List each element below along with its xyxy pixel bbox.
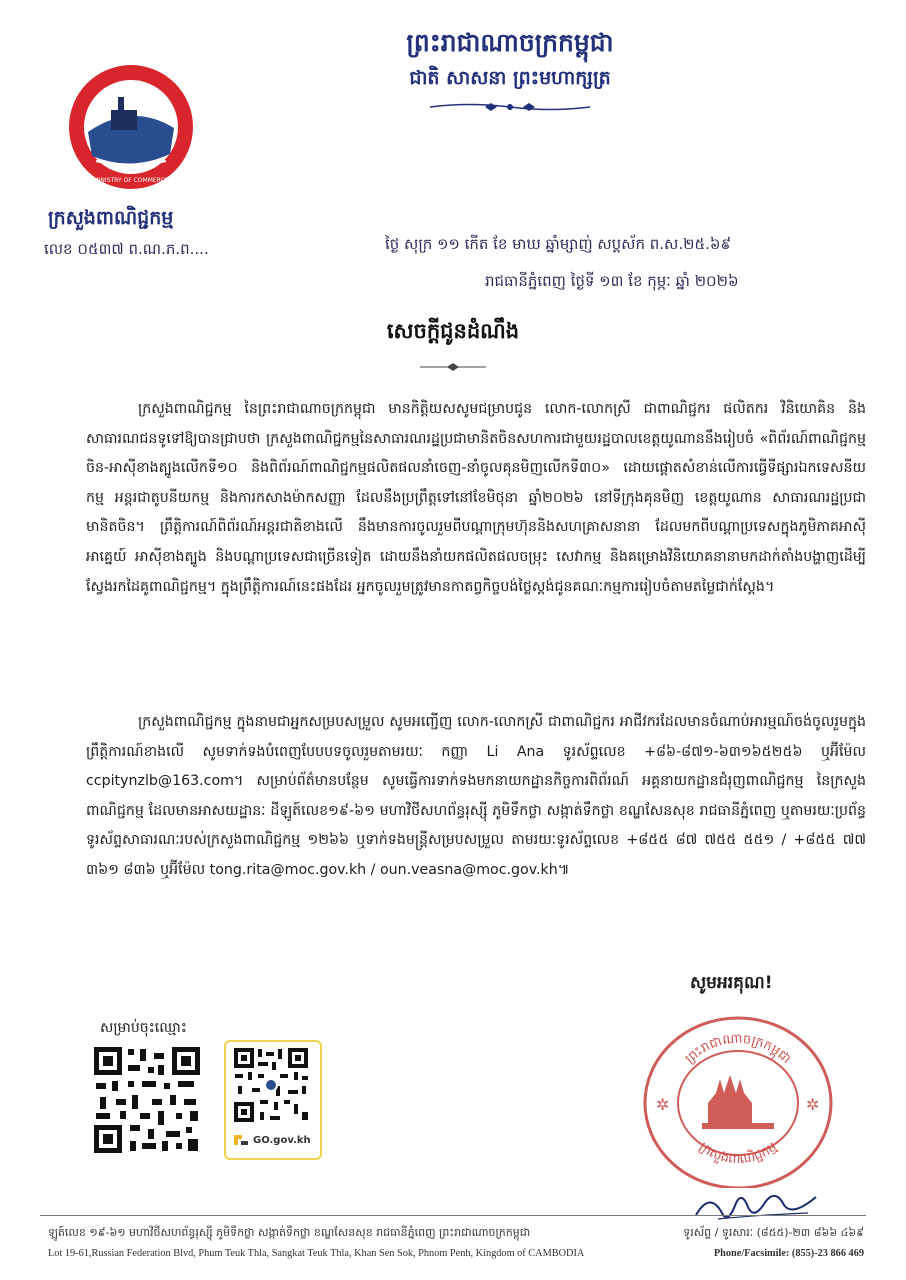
gov-logo-icon [232,1133,250,1147]
official-seal-icon [638,1008,838,1188]
svg-text:MINISTRY OF COMMERCE: MINISTRY OF COMMERCE [93,177,169,184]
svg-text:ព្រះរាជាណាចក្រកម្ពុជា: ព្រះរាជាណាចក្រកម្ពុជា [682,1031,794,1067]
svg-text:ក្រសួងពាណិជ្ជកម្ម: ក្រសួងពាណិជ្ជកម្ម [696,1139,780,1168]
lunar-date: ថ្ងៃ សុក្រ ១១ កើត ខែ មាឃ ឆ្នាំម្សាញ់ សប្តស័ក ព.ស.២៥.៦៩ [385,235,732,253]
registration-qr-code-icon[interactable] [92,1045,202,1155]
kingdom-heading: ព្រះរាជាណាចក្រកម្ពុជា [406,28,614,57]
footer-address-en: Lot 19-61,Russian Federation Blvd, Phum Teuk Thla, Sangkat Teuk Thla, Khan Sen Sok, Phnom Penh, Kingdom of CAMBODIA Phone/Facsimile: (855)-23 866 469 [48,1248,864,1259]
solar-date: រាជធានីភ្នំពេញ ថ្ងៃទី ១៣ ខែ កុម្ភៈ ឆ្នាំ ២០២៦ [485,272,739,290]
svg-text:✲: ✲ [806,1095,820,1114]
gov-qr-code-icon[interactable] [232,1046,310,1124]
footer-address-km: ឡូត៍លេខ ១៩-៦១ មហាវិថីសហព័ន្ធរុស្ស៊ី ភូមិទឹកថ្លា សង្កាត់ទឹកថ្លា ខណ្ឌសែនសុខ រាជធានីភ្នំពេញ ព្រះរាជាណាចក្រកម្ពុជា ទូរស័ព្ទ / ទូរសារៈ (៨៥៥)-២៣ ៨៦៦ ៤៦៩ [48,1226,868,1242]
registration-label: សម្រាប់ចុះឈ្មោះ [100,1020,187,1036]
reference-number: លេខ ០៥៣៧ ព.ណ.ភ.ព.... [44,240,209,258]
ornament-divider-icon [425,100,595,114]
national-motto: ជាតិ សាសនា ព្រះមហាក្សត្រ [409,67,611,89]
body-paragraph-2: ក្រសួងពាណិជ្ជកម្ម ក្នុងនាមជាអ្នកសម្របសម្រួល សូមអញ្ជើញ លោក-លោកស្រី ជាពាណិជ្ជករ អាជីវករដែលមានចំណាប់អារម្មណ៍ចង់ចូលរួមក្នុងព្រឹត្តិការណ៍ខាងលើ សូមទាក់ទងបំពេញបែបបទចូលរួមតាមរយៈ កញ្ញា Li Ana ទូរស័ព្ទលេខ +៨៦-៨៧១-៦៣១៦៥២៥៦ ឬអ៊ីម៉ែល ccpitynzlb@163.com។ សម្រាប់ព័ត៌មានបន្ថែម សូមធ្វើការទាក់ទងមកនាយកដ្ឋានកិច្ចការពិព័រណ៍ អគ្គនាយកដ្ឋានជំរុញពាណិជ្ជកម្ម នៃក្រសួងពាណិជ្ជកម្ម ដែលមានអាសយដ្ឋានៈ ដីឡូត៍លេខ១៩-៦១ មហាវិថីសហព័ន្ធរុស្ស៊ី ភូមិទឹកថ្លា សង្កាត់ទឹកថ្លា ខណ្ឌសែនសុខ រាជធានីភ្នំពេញ ឬតាមរយៈប្រព័ន្ធទូរស័ព្ទសាធារណៈរបស់ក្រសួងពាណិជ្ជកម្ម ១២៦៦ ឬទាក់ទងមន្រ្តីសម្របសម្រួល តាមរយៈទូរស័ព្ទលេខ +៨៥៥ ៨៧ ៧៥៥ ៥៥១ / +៨៥៥ ៧៧ ៣៦១ ៨៣៦ ឬអ៊ីម៉ែល tong.rita@moc.gov.kh / oun.veasna@moc.gov.kh៕ [86,714,866,878]
signature-icon [688,1185,828,1230]
ministry-logo-icon [66,62,196,192]
svg-text:ក្រសួងពាណិជ្ជកម្ម: ក្រសួងពាណិជ្ជកម្ម [104,79,158,96]
closing-thanks: សូមអរគុណ! [690,973,773,993]
body-paragraph-1: ក្រសួងពាណិជ្ជកម្ម នៃព្រះរាជាណាចក្រកម្ពុជា មានកិត្តិយសសូមជម្រាបជូន លោក-លោកស្រី ជាពាណិជ្ជករ ផលិតករ វិនិយោគិន និងសាធារណជនទូទៅឱ្យបានជ្រាបថា ក្រសួងពាណិជ្ជកម្មនៃសាធារណរដ្ឋប្រជាមានិតចិនសហការជាមួយរដ្ឋបាលខេត្តយូណាននឹងរៀបចំ «ពិព័រណ៍ពាណិជ្ជកម្មចិន-អាស៊ីខាងត្បូងលើកទី១០ និងពិព័រណ៍ពាណិជ្ជកម្មផលិតផលនាំចេញ-នាំចូលគុនមិញលើកទី៣០» ដោយផ្តោតសំខាន់លើការធ្វើទីផ្សារឯកទេសនីយកម្ម អន្តរជាតូបនីយកម្ម និងការកសាងម៉ាកសញ្ញា ដែលនឹងប្រព្រឹត្តទៅនៅខែមិថុនា ឆ្នាំ២០២៦ នៅទីក្រុងគុនមិញ ខេត្តយូណាន សាធារណរដ្ឋប្រជាមានិតចិន។ ព្រឹត្តិការណ៍ពិព័រណ៍អន្តរជាតិខាងលើ នឹងមានការចូលរួមពីបណ្តាក្រុមហ៊ុននិងសហគ្រាសនានា ដែលមកពីបណ្តាប្រទេសក្នុងភូមិភាគអាស៊ីអាគ្នេយ៍ អាស៊ីខាងត្បូង និងបណ្តាប្រទេសជាច្រើនទៀត ដោយនឹងនាំយកផលិតផលចម្រុះ សេវាកម្ម និងគម្រោងវិនិយោគនានាមកដាក់តាំងបង្ហាញដើម្បីស្វែងរកដៃគូពាណិជ្ជកម្ម។ ក្នុងព្រឹត្តិការណ៍នេះផងដែរ អ្នកចូលរួមត្រូវមានកាតព្វកិច្ចបង់ថ្លៃស្តង់ជូនគណៈកម្មការរៀបចំតាមតម្លៃជាក់ស្តែង។ [86,401,866,595]
notice-title: សេចក្តីជូនដំណឹង [386,319,520,343]
title-ornament-icon [418,362,488,372]
footer-divider [40,1215,866,1216]
ministry-name: ក្រសួងពាណិជ្ជកម្ម [48,207,174,229]
svg-text:✲: ✲ [656,1095,670,1114]
footer-phone-km: ទូរស័ព្ទ / ទូរសារៈ (៨៥៥)-២៣ ៨៦៦ ៤៦៩ [683,1226,864,1239]
footer-phone-en: Phone/Facsimile: (855)-23 866 469 [713,1248,864,1259]
gov-logo: GO.gov.kh [232,1130,312,1150]
